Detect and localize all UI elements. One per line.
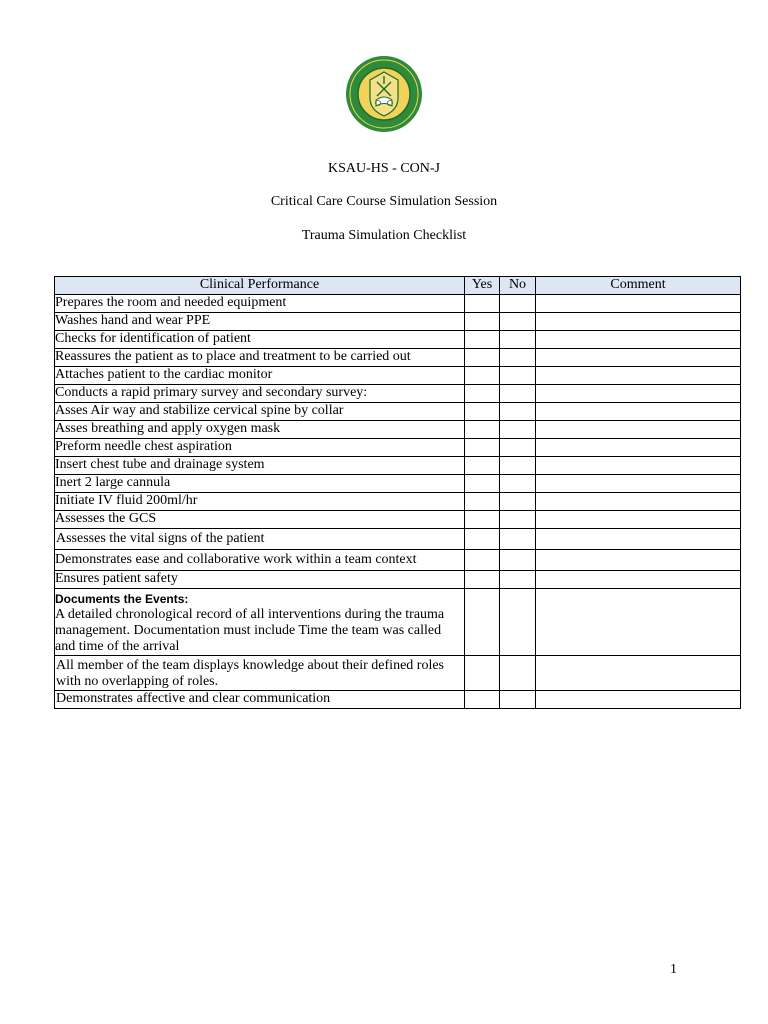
comment-cell[interactable]: [536, 403, 741, 421]
table-row: [55, 313, 741, 331]
yes-cell[interactable]: [465, 457, 500, 475]
comment-cell[interactable]: [536, 421, 741, 439]
no-cell[interactable]: [500, 295, 536, 313]
yes-cell[interactable]: [465, 589, 500, 656]
comment-cell[interactable]: [536, 656, 741, 691]
row-item-text: Preform needle chest aspiration: [55, 439, 465, 457]
yes-cell[interactable]: [465, 295, 500, 313]
comment-cell[interactable]: [536, 475, 741, 493]
yes-cell[interactable]: [465, 656, 500, 691]
institution-heading: KSAU-HS - CON-J: [327, 161, 440, 176]
table-row: [55, 691, 741, 709]
comment-cell[interactable]: [536, 691, 741, 709]
no-cell[interactable]: [500, 385, 536, 403]
yes-cell[interactable]: [465, 550, 500, 571]
row-item-text: Insert chest tube and drainage system: [55, 457, 465, 475]
yes-cell[interactable]: [465, 475, 500, 493]
table-row: [55, 457, 741, 475]
column-header-comment: Comment: [536, 277, 741, 295]
row-item-text: Reassures the patient as to place and treatment to be carried out: [55, 349, 465, 367]
table-row: [55, 589, 741, 656]
page-number: 1: [670, 962, 677, 977]
no-cell[interactable]: [500, 589, 536, 656]
no-cell[interactable]: [500, 457, 536, 475]
row-item-text: Demonstrates affective and clear communication: [55, 691, 465, 709]
comment-cell[interactable]: [536, 295, 741, 313]
table-row: [55, 349, 741, 367]
no-cell[interactable]: [500, 691, 536, 709]
table-row: [55, 475, 741, 493]
no-cell[interactable]: [500, 571, 536, 589]
yes-cell[interactable]: [465, 691, 500, 709]
table-row: [55, 385, 741, 403]
yes-cell[interactable]: [465, 439, 500, 457]
table-header-row: [55, 277, 741, 295]
yes-cell[interactable]: [465, 403, 500, 421]
column-header-clinical-performance: Clinical Performance: [55, 277, 465, 295]
table-row: [55, 331, 741, 349]
yes-cell[interactable]: [465, 571, 500, 589]
table-row: [55, 493, 741, 511]
comment-cell[interactable]: [536, 589, 741, 656]
row-item-text: Checks for identification of patient: [55, 331, 465, 349]
yes-cell[interactable]: [465, 385, 500, 403]
table-row: [55, 421, 741, 439]
column-header-yes: Yes: [465, 277, 500, 295]
no-cell[interactable]: [500, 421, 536, 439]
table-row: [55, 511, 741, 529]
no-cell[interactable]: [500, 511, 536, 529]
comment-cell[interactable]: [536, 385, 741, 403]
table-row: [55, 403, 741, 421]
row-item-text: Attaches patient to the cardiac monitor: [55, 367, 465, 385]
table-row: [55, 656, 741, 691]
checklist-title: Trauma Simulation Checklist: [301, 228, 467, 243]
no-cell[interactable]: [500, 439, 536, 457]
yes-cell[interactable]: [465, 493, 500, 511]
row-item-text: Asses breathing and apply oxygen mask: [55, 421, 465, 439]
row-item-text: All member of the team displays knowledge about their defined roles with no overlapping of roles.: [55, 656, 465, 691]
table-row: [55, 295, 741, 313]
row-item-text: Assesses the GCS: [55, 511, 465, 529]
row-item-text: Ensures patient safety: [55, 571, 465, 589]
no-cell[interactable]: [500, 529, 536, 550]
documents-events-description: A detailed chronological record of all interventions during the trauma management. Documentation must include Time the team was called and time of the arrival: [55, 607, 445, 654]
row-item-text: Conducts a rapid primary survey and secondary survey:: [55, 385, 465, 403]
comment-cell[interactable]: [536, 571, 741, 589]
yes-cell[interactable]: [465, 331, 500, 349]
table-row: [55, 439, 741, 457]
comment-cell[interactable]: [536, 550, 741, 571]
row-item-text: Inert 2 large cannula: [55, 475, 465, 493]
comment-cell[interactable]: [536, 331, 741, 349]
yes-cell[interactable]: [465, 313, 500, 331]
yes-cell[interactable]: [465, 529, 500, 550]
comment-cell[interactable]: [536, 439, 741, 457]
no-cell[interactable]: [500, 331, 536, 349]
table-row: [55, 367, 741, 385]
yes-cell[interactable]: [465, 349, 500, 367]
table-row: [55, 550, 741, 571]
comment-cell[interactable]: [536, 529, 741, 550]
yes-cell[interactable]: [465, 421, 500, 439]
row-item-text: Initiate IV fluid 200ml/hr: [55, 493, 465, 511]
comment-cell[interactable]: [536, 493, 741, 511]
course-heading: Critical Care Course Simulation Session: [270, 194, 498, 209]
row-item-text: Assesses the vital signs of the patient: [55, 529, 465, 550]
comment-cell[interactable]: [536, 367, 741, 385]
yes-cell[interactable]: [465, 511, 500, 529]
comment-cell[interactable]: [536, 511, 741, 529]
comment-cell[interactable]: [536, 313, 741, 331]
no-cell[interactable]: [500, 313, 536, 331]
checklist-table: [54, 276, 741, 709]
no-cell[interactable]: [500, 656, 536, 691]
yes-cell[interactable]: [465, 367, 500, 385]
documents-events-title: Documents the Events:: [55, 592, 189, 606]
ksau-hs-logo: [344, 54, 424, 134]
documents-events-item: [55, 589, 465, 656]
row-item-text: Asses Air way and stabilize cervical spine by collar: [55, 403, 465, 421]
no-cell[interactable]: [500, 493, 536, 511]
no-cell[interactable]: [500, 475, 536, 493]
row-item-text: Prepares the room and needed equipment: [55, 295, 465, 313]
column-header-no: No: [500, 277, 536, 295]
comment-cell[interactable]: [536, 349, 741, 367]
table-row: [55, 529, 741, 550]
no-cell[interactable]: [500, 367, 536, 385]
row-item-text: Washes hand and wear PPE: [55, 313, 465, 331]
no-cell[interactable]: [500, 550, 536, 571]
no-cell[interactable]: [500, 349, 536, 367]
comment-cell[interactable]: [536, 457, 741, 475]
table-row: [55, 571, 741, 589]
no-cell[interactable]: [500, 403, 536, 421]
row-item-text: Demonstrates ease and collaborative work within a team context: [55, 550, 465, 571]
